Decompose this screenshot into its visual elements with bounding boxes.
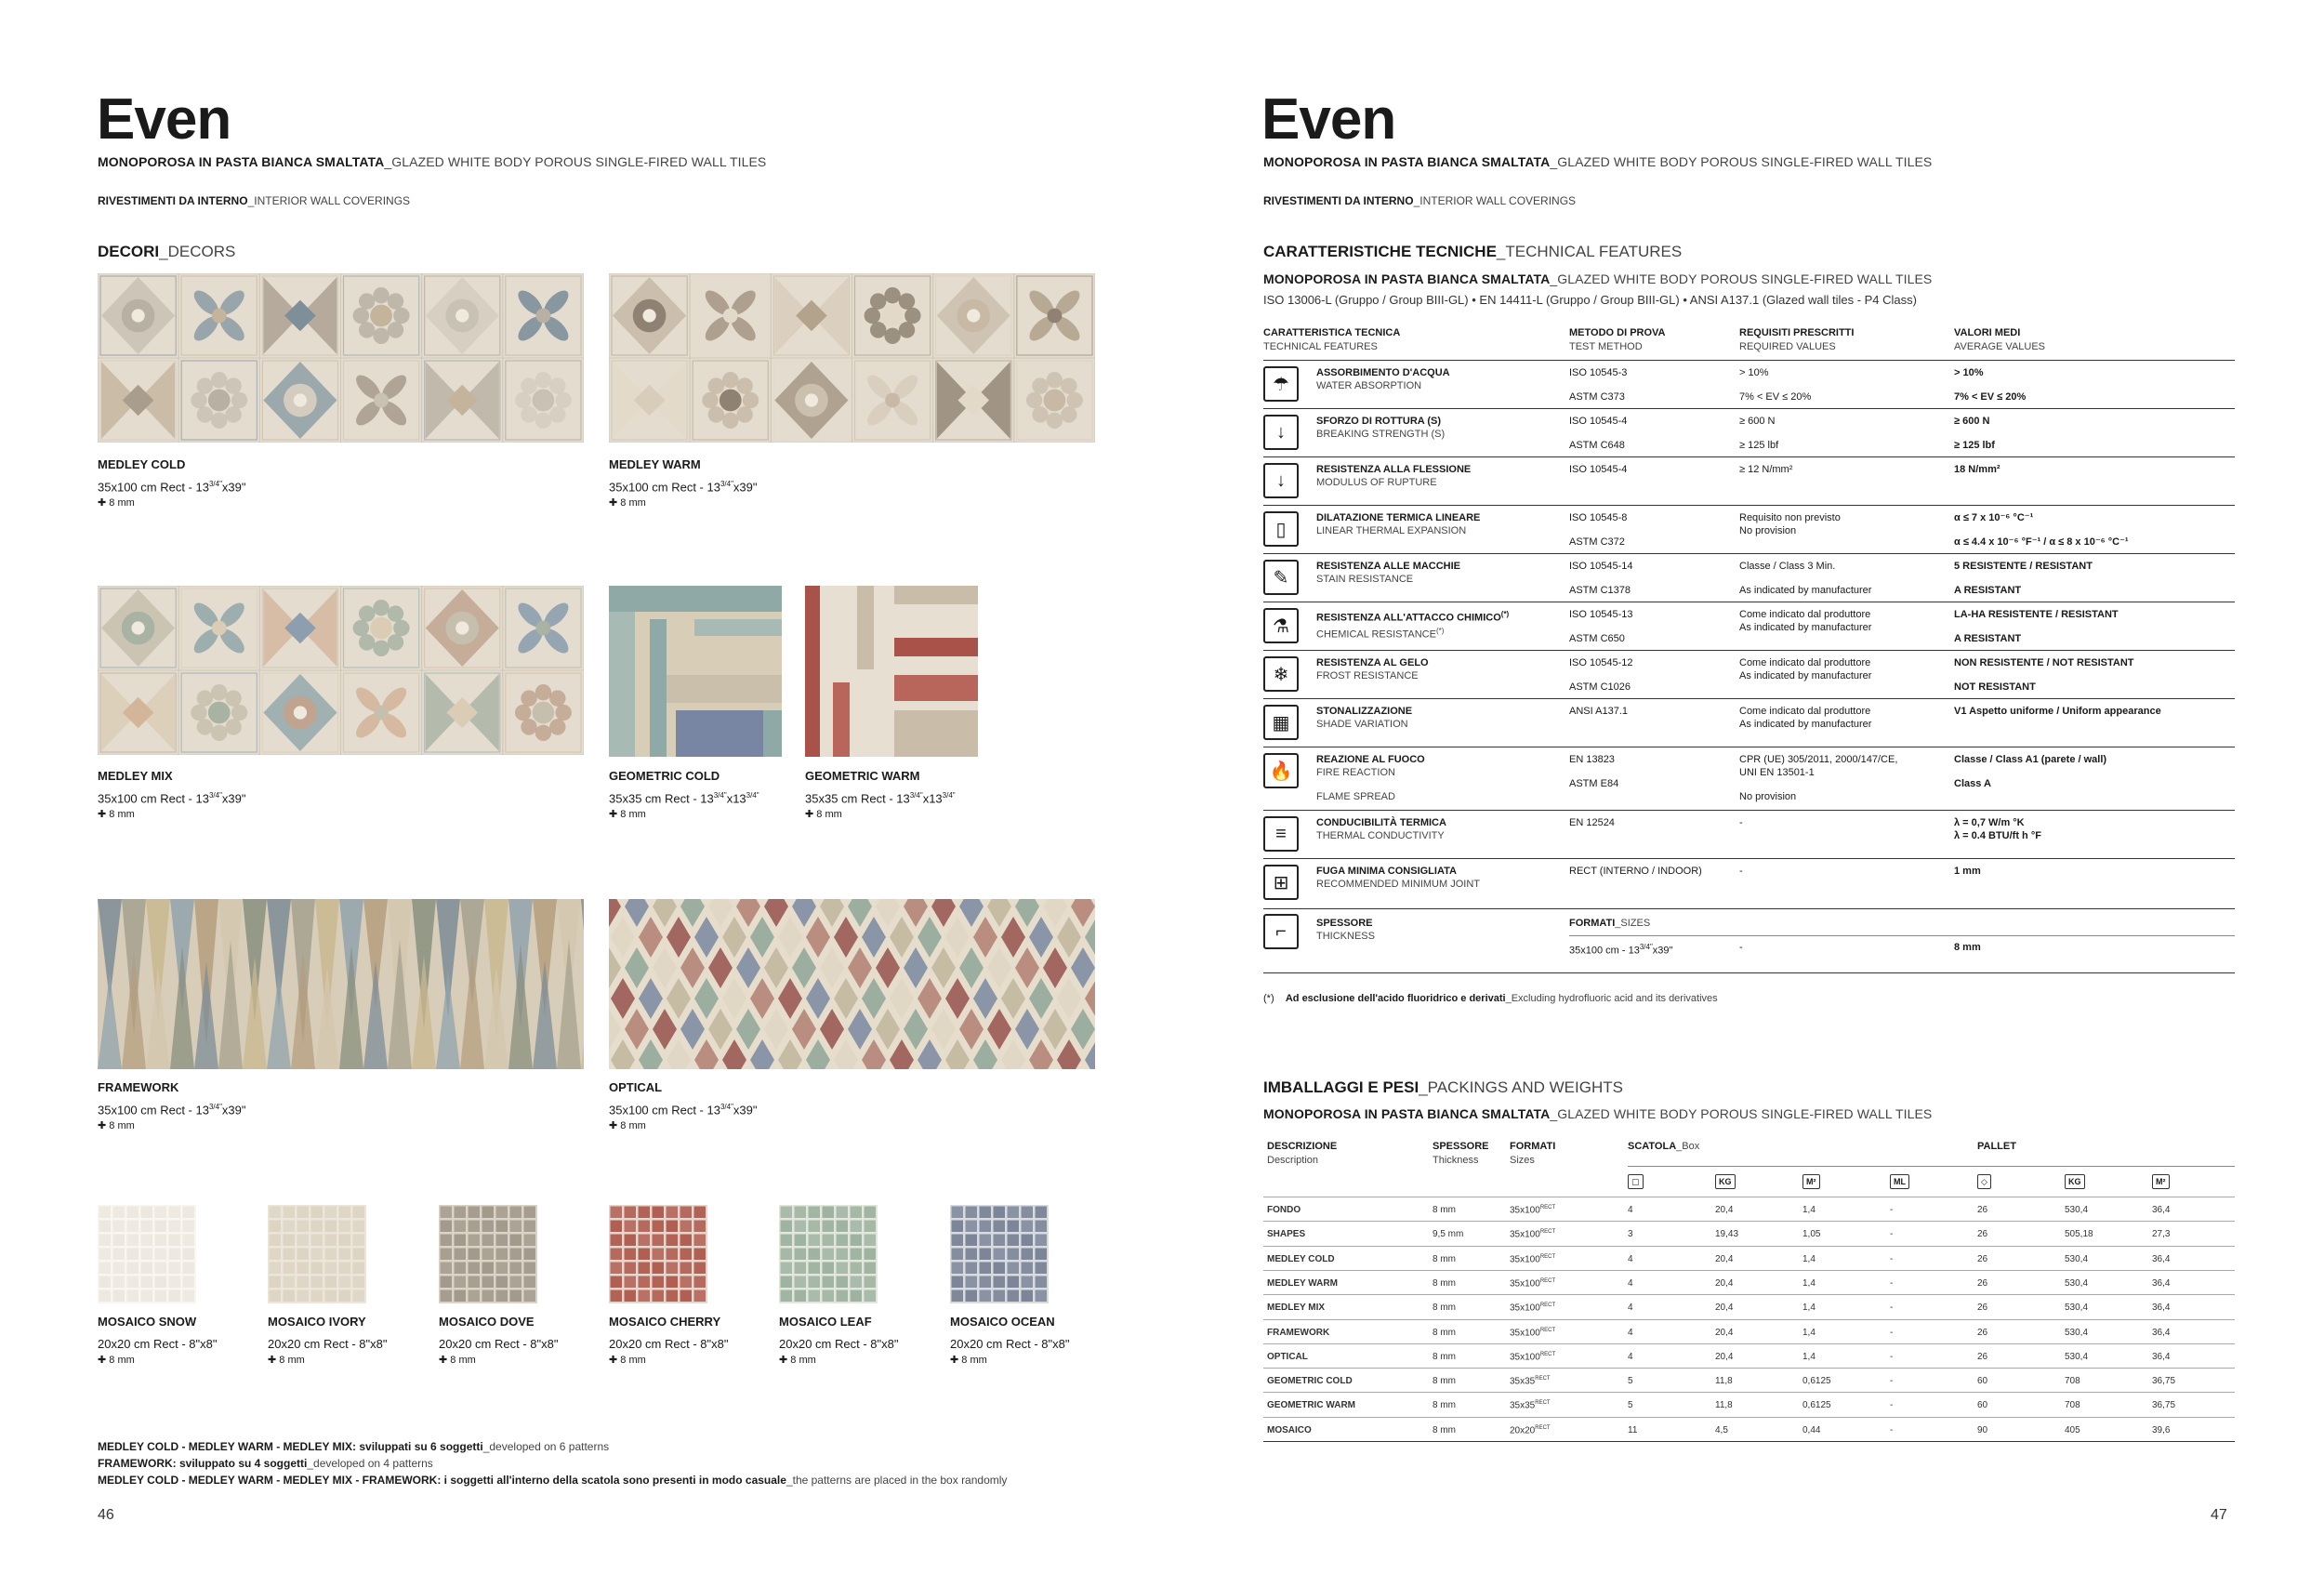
thickness-row: ⌐ SPESSORE THICKNESS FORMATI_SIZES 35x100 cm - $13^{3/4"}x39$" - 8 mm <box>1263 908 2235 973</box>
mosaic-caption: MOSAICO CHERRY 20x20 cm Rect - 8"x8" ✚ 8 mm <box>609 1315 729 1366</box>
technical-feature-row: ❄ RESISTENZA AL GELO FROST RESISTANCE ISO 10545-12 ASTM C1026 Come indicato dal produttore As indicated by manufacturer NON RESISTENTE / NOT RESISTANT NOT RESISTANT <box>1263 650 2235 699</box>
technical-feature-row: ≡ CONDUCIBILITÀ TERMICA THERMAL CONDUCTIVITY EN 12524 - λ = 0,7 W/m °K λ = 0.4 BTU/ft h °F <box>1263 810 2235 859</box>
thickness-icon: ✚ <box>609 1355 618 1366</box>
flask-icon: ⚗ <box>1263 608 1299 643</box>
thickness-icon: ✚ <box>439 1355 448 1366</box>
unit-ml-icon: ML <box>1890 1174 1909 1189</box>
medley-mix-tile-image <box>98 586 584 755</box>
thermometer-icon: ▯ <box>1263 511 1299 547</box>
product-caption: FRAMEWORK 35x100 cm Rect - $13^{3/4"}x39$" ✚ 8 mm <box>98 1080 246 1132</box>
thickness-icon: ✚ <box>98 1120 107 1132</box>
flexion-icon: ↓ <box>1263 463 1299 498</box>
product-caption: GEOMETRIC COLD 35x35 cm Rect - $13^{3/4"}x13^{3/4"}$ ✚ 8 mm <box>609 769 759 821</box>
packing-row: MEDLEY WARM 8 mm $35x100^{RECT}$ 4 20,4 1,4 - 26 530,4 36,4 <box>1263 1270 2235 1295</box>
thickness-icon: ⌐ <box>1263 914 1299 949</box>
unit-kg-icon: KG <box>2065 1174 2085 1189</box>
shade-variation-icon: ▦ <box>1263 705 1299 740</box>
packing-row: OPTICAL 8 mm $35x100^{RECT}$ 4 20,4 1,4 - 26 530,4 36,4 <box>1263 1343 2235 1369</box>
coverings-label-left: RIVESTIMENTI DA INTERNO_INTERIOR WALL COVERINGS <box>98 194 411 207</box>
breaking-strength-icon: ↓ <box>1263 415 1299 450</box>
packing-row: GEOMETRIC WARM 8 mm $35x35^{RECT}$ 5 11,8 0,6125 - 60 708 36,75 <box>1263 1392 2235 1417</box>
mosaic-swatch <box>609 1205 707 1303</box>
technical-features-title: CARATTERISTICHE TECNICHE_TECHNICAL FEATURES <box>1263 243 1683 260</box>
medley-cold-tile-image <box>98 273 584 443</box>
thickness-icon: ✚ <box>98 1355 107 1366</box>
thermal-conductivity-icon: ≡ <box>1263 816 1299 852</box>
joint-icon: ⊞ <box>1263 865 1299 900</box>
header-average: VALORI MEDI AVERAGE VALUES <box>1954 327 2046 352</box>
page-number-right: 47 <box>2211 1507 2227 1523</box>
technical-subtitle: MONOPOROSA IN PASTA BIANCA SMALTATA_GLAZED WHITE BODY POROUS SINGLE-FIRED WALL TILES <box>1263 271 1933 286</box>
technical-feature-row: ↓ SFORZO DI ROTTURA (S) BREAKING STRENGTH (S) ISO 10545-4 ASTM C648 ≥ 600 N ≥ 125 lbf ≥ 600 N ≥ 125 lbf <box>1263 408 2235 457</box>
medley-warm-tile-image <box>609 273 1095 443</box>
fire-icon: 🔥 <box>1263 753 1299 788</box>
packing-header-box: SCATOLA_Box <box>1628 1141 1700 1152</box>
product-caption: MEDLEY WARM 35x100 cm Rect - $13^{3/4"}x39$" ✚ 8 mm <box>609 457 758 509</box>
thickness-icon: ✚ <box>268 1355 277 1366</box>
pallet-icon: ◇ <box>1977 1174 1991 1189</box>
technical-feature-row: ☂ ASSORBIMENTO D'ACQUA WATER ABSORPTION ISO 10545-3 ASTM C373 > 10% 7% < EV ≤ 20% > 10% 7% < EV ≤ 20% <box>1263 360 2235 409</box>
geometric-warm-tile-image <box>805 586 978 757</box>
packing-row: GEOMETRIC COLD 8 mm $35x35^{RECT}$ 5 11,8 0,6125 - 60 708 36,75 <box>1263 1368 2235 1393</box>
packing-header-pallet: PALLET <box>1977 1141 2016 1152</box>
optical-tile-image <box>609 899 1095 1069</box>
technical-feature-row: ▦ STONALIZZAZIONE SHADE VARIATION ANSI A137.1 Come indicato dal produttore As indicated by manufacturer V1 Aspetto uniforme / Uniform appearance <box>1263 698 2235 747</box>
technical-feature-row: ↓ RESISTENZA ALLA FLESSIONE MODULUS OF RUPTURE ISO 10545-4 ≥ 12 N/mm² 18 N/mm² <box>1263 456 2235 506</box>
packing-row: SHAPES 9,5 mm $35x100^{RECT}$ 3 19,43 1,05 - 26 505,18 27,3 <box>1263 1221 2235 1246</box>
product-caption: GEOMETRIC WARM 35x35 cm Rect - $13^{3/4"}x13^{3/4"}$ ✚ 8 mm <box>805 769 956 821</box>
technical-standards: ISO 13006-L (Gruppo / Group BIII-GL) • EN 14411-L (Gruppo / Group BIII-GL) • ANSI A137.1 (Glazed wall tiles - P4 Class) <box>1263 293 1917 307</box>
packing-header-sizes: FORMATI Sizes <box>1510 1141 1556 1166</box>
product-line-subtitle-right: MONOPOROSA IN PASTA BIANCA SMALTATA_GLAZED WHITE BODY POROUS SINGLE-FIRED WALL TILES <box>1263 154 1933 169</box>
header-required: REQUISITI PRESCRITTI REQUIRED VALUES <box>1739 327 1855 352</box>
packing-row: MEDLEY COLD 8 mm $35x100^{RECT}$ 4 20,4 1,4 - 26 530,4 36,4 <box>1263 1246 2235 1271</box>
mosaic-caption: MOSAICO LEAF 20x20 cm Rect - 8"x8" ✚ 8 mm <box>779 1315 899 1366</box>
thickness-icon: ✚ <box>98 497 107 509</box>
mosaic-caption: MOSAICO SNOW 20x20 cm Rect - 8"x8" ✚ 8 mm <box>98 1315 218 1366</box>
header-feature: CARATTERISTICA TECNICA TECHNICAL FEATURES <box>1263 327 1401 352</box>
packing-row: MOSAICO 8 mm $20x20^{RECT}$ 11 4,5 0,44 - 90 405 39,6 <box>1263 1417 2235 1442</box>
decors-section-title: DECORI_DECORS <box>98 243 236 260</box>
packing-header-desc: DESCRIZIONE Description <box>1267 1141 1338 1166</box>
mosaic-swatch <box>268 1205 366 1303</box>
unit-kg-icon: KG <box>1715 1174 1736 1189</box>
mosaic-swatch <box>98 1205 196 1303</box>
page-title-left: Even <box>97 87 231 152</box>
geometric-cold-tile-image <box>609 586 782 757</box>
water-drop-icon: ☂ <box>1263 366 1299 402</box>
snowflake-icon: ❄ <box>1263 656 1299 692</box>
header-method: METODO DI PROVA TEST METHOD <box>1569 327 1666 352</box>
product-caption: MEDLEY MIX 35x100 cm Rect - $13^{3/4"}x39$" ✚ 8 mm <box>98 769 246 821</box>
thickness-icon: ✚ <box>950 1355 959 1366</box>
unit-m2-icon: M² <box>2152 1174 2170 1189</box>
thickness-icon: ✚ <box>779 1355 788 1366</box>
thickness-icon: ✚ <box>609 497 618 509</box>
packing-row: MEDLEY MIX 8 mm $35x100^{RECT}$ 4 20,4 1,4 - 26 530,4 36,4 <box>1263 1294 2235 1319</box>
box-icon: ▢ <box>1628 1174 1644 1189</box>
product-caption: MEDLEY COLD 35x100 cm Rect - $13^{3/4"}x39$" ✚ 8 mm <box>98 457 246 509</box>
thickness-icon: ✚ <box>609 1120 618 1132</box>
mosaic-caption: MOSAICO OCEAN 20x20 cm Rect - 8"x8" ✚ 8 mm <box>950 1315 1070 1366</box>
chemical-footnote: (*) Ad esclusione dell'acido fluoridrico e derivati_Excluding hydrofluoric acid and its derivatives <box>1263 993 1718 1004</box>
technical-feature-row: ⚗ RESISTENZA ALL'ATTACCO CHIMICO(*) CHEMICAL RESISTANCE(*) ISO 10545-13 ASTM C650 Come indicato dal produttore As indicated by manufacturer LA-HA RESISTENTE / RESISTANT A RESISTANT <box>1263 602 2235 651</box>
product-caption: OPTICAL 35x100 cm Rect - $13^{3/4"}x39$" ✚ 8 mm <box>609 1080 758 1132</box>
packing-header-thick: SPESSORE Thickness <box>1433 1141 1489 1166</box>
framework-tile-image <box>98 899 584 1069</box>
coverings-label-right: RIVESTIMENTI DA INTERNO_INTERIOR WALL COVERINGS <box>1263 194 1577 207</box>
packing-subtitle: MONOPOROSA IN PASTA BIANCA SMALTATA_GLAZED WHITE BODY POROUS SINGLE-FIRED WALL TILES <box>1263 1106 1933 1121</box>
mosaic-caption: MOSAICO DOVE 20x20 cm Rect - 8"x8" ✚ 8 mm <box>439 1315 559 1366</box>
product-line-subtitle-left: MONOPOROSA IN PASTA BIANCA SMALTATA_GLAZED WHITE BODY POROUS SINGLE-FIRED WALL TILES <box>98 154 767 169</box>
packing-row: FRAMEWORK 8 mm $35x100^{RECT}$ 4 20,4 1,4 - 26 530,4 36,4 <box>1263 1319 2235 1344</box>
unit-m2-icon: M² <box>1802 1174 1820 1189</box>
technical-feature-row: ▯ DILATAZIONE TERMICA LINEARE LINEAR THERMAL EXPANSION ISO 10545-8 ASTM C372 Requisito non previsto No provision α ≤ 7 x 10⁻⁶ °C⁻¹ α ≤ 4.4 x 10⁻⁶ °F⁻¹ / α ≤ 8 x 10⁻⁶ °C⁻¹ <box>1263 505 2235 554</box>
mosaic-caption: MOSAICO IVORY 20x20 cm Rect - 8"x8" ✚ 8 mm <box>268 1315 388 1366</box>
technical-feature-row: 🔥 REAZIONE AL FUOCO FIRE REACTION FLAME SPREAD EN 13823 ASTM E84 CPR (UE) 305/2011, 2000/147/CE, UNI EN 13501-1 No provision Classe / Class A1 (parete / wall) Class A <box>1263 747 2235 811</box>
technical-feature-row: ✎ RESISTENZA ALLE MACCHIE STAIN RESISTANCE ISO 10545-14 ASTM C1378 Classe / Class 3 Min. As indicated by manufacturer 5 RESISTENTE / RESISTANT A RESISTANT <box>1263 553 2235 602</box>
mosaic-swatch <box>779 1205 878 1303</box>
pattern-notes: MEDLEY COLD - MEDLEY WARM - MEDLEY MIX: sviluppati su 6 soggetti_developed on 6 patterns FRAMEWORK: sviluppato su 4 soggetti_developed on 4 patterns MEDLEY COLD - MEDLEY WARM - MEDLEY MIX - FRAMEWORK: i soggetti all'interno della scatola sono presenti in modo casuale_the patterns are placed in the box randomly <box>98 1440 1008 1487</box>
page-title-right: Even <box>1261 87 1396 152</box>
packing-section-title: IMBALLAGGI E PESI_PACKINGS AND WEIGHTS <box>1263 1078 1623 1096</box>
technical-feature-row: ⊞ FUGA MINIMA CONSIGLIATA RECOMMENDED MINIMUM JOINT RECT (INTERNO / INDOOR) - 1 mm <box>1263 858 2235 907</box>
mosaic-swatch <box>439 1205 537 1303</box>
page-number-left: 46 <box>98 1507 114 1523</box>
mosaic-swatch <box>950 1205 1049 1303</box>
packing-row: FONDO 8 mm $35x100^{RECT}$ 4 20,4 1,4 - 26 530,4 36,4 <box>1263 1197 2235 1222</box>
thickness-icon: ✚ <box>805 809 814 821</box>
thickness-icon: ✚ <box>609 809 618 821</box>
thickness-icon: ✚ <box>98 809 107 821</box>
stain-icon: ✎ <box>1263 560 1299 595</box>
